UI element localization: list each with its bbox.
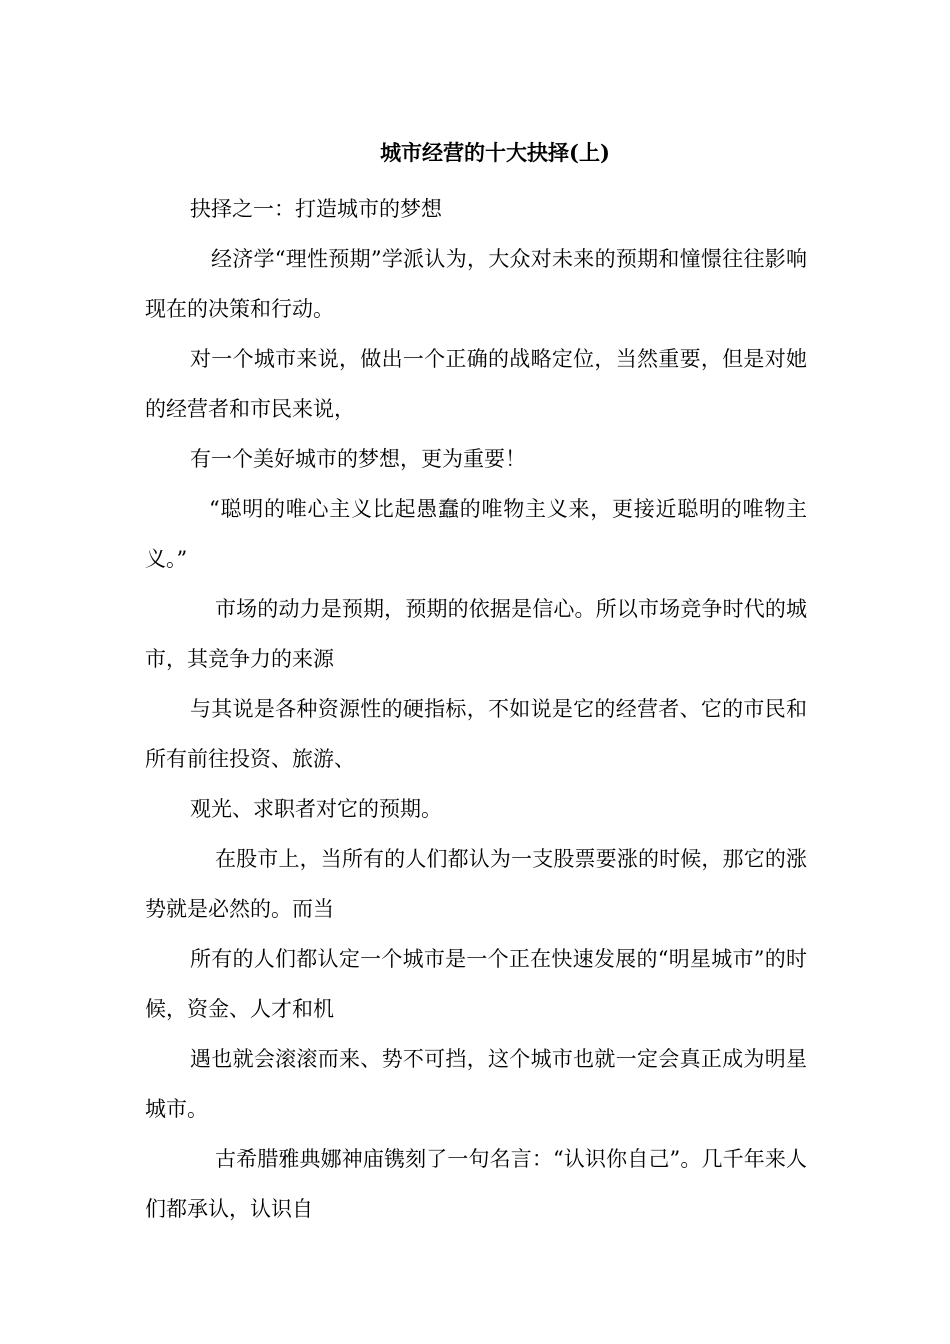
paragraph: 有一个美好城市的梦想，更为重要！ xyxy=(190,447,526,471)
paragraph: 古希腊雅典娜神庙镌刻了一句名言：“认识你自己”。几千年来人们都承认，认识自 xyxy=(145,1147,807,1221)
paragraph: 所有的人们都认定一个城市是一个正在快速发展的“明星城市”的时候，资金、人才和机 xyxy=(145,947,807,1021)
paragraph: 经济学“理性预期”学派认为，大众对未来的预期和憧憬往往影响现在的决策和行动。 xyxy=(145,247,807,321)
section-heading: 抉择之一：打造城市的梦想 xyxy=(190,197,442,221)
paragraph: 遇也就会滚滚而来、势不可挡，这个城市也就一定会真正成为明星城市。 xyxy=(145,1047,807,1121)
paragraph: 与其说是各种资源性的硬指标，不如说是它的经营者、它的市民和所有前往投资、旅游、 xyxy=(145,697,807,771)
paragraph: 对一个城市来说，做出一个正确的战略定位，当然重要，但是对她的经营者和市民来说， xyxy=(145,347,807,421)
document-body xyxy=(145,136,807,1234)
document-title: 城市经营的十大抉择(上) xyxy=(380,140,610,165)
quote-paragraph: “聪明的唯心主义比起愚蠢的唯物主义来，更接近聪明的唯物主义。” xyxy=(145,497,807,571)
paragraph: 观光、求职者对它的预期。 xyxy=(190,797,442,821)
paragraph: 在股市上，当所有的人们都认为一支股票要涨的时候，那它的涨势就是必然的。而当 xyxy=(145,847,807,921)
paragraph: 市场的动力是预期，预期的依据是信心。所以市场竞争时代的城市，其竞争力的来源 xyxy=(145,597,807,671)
